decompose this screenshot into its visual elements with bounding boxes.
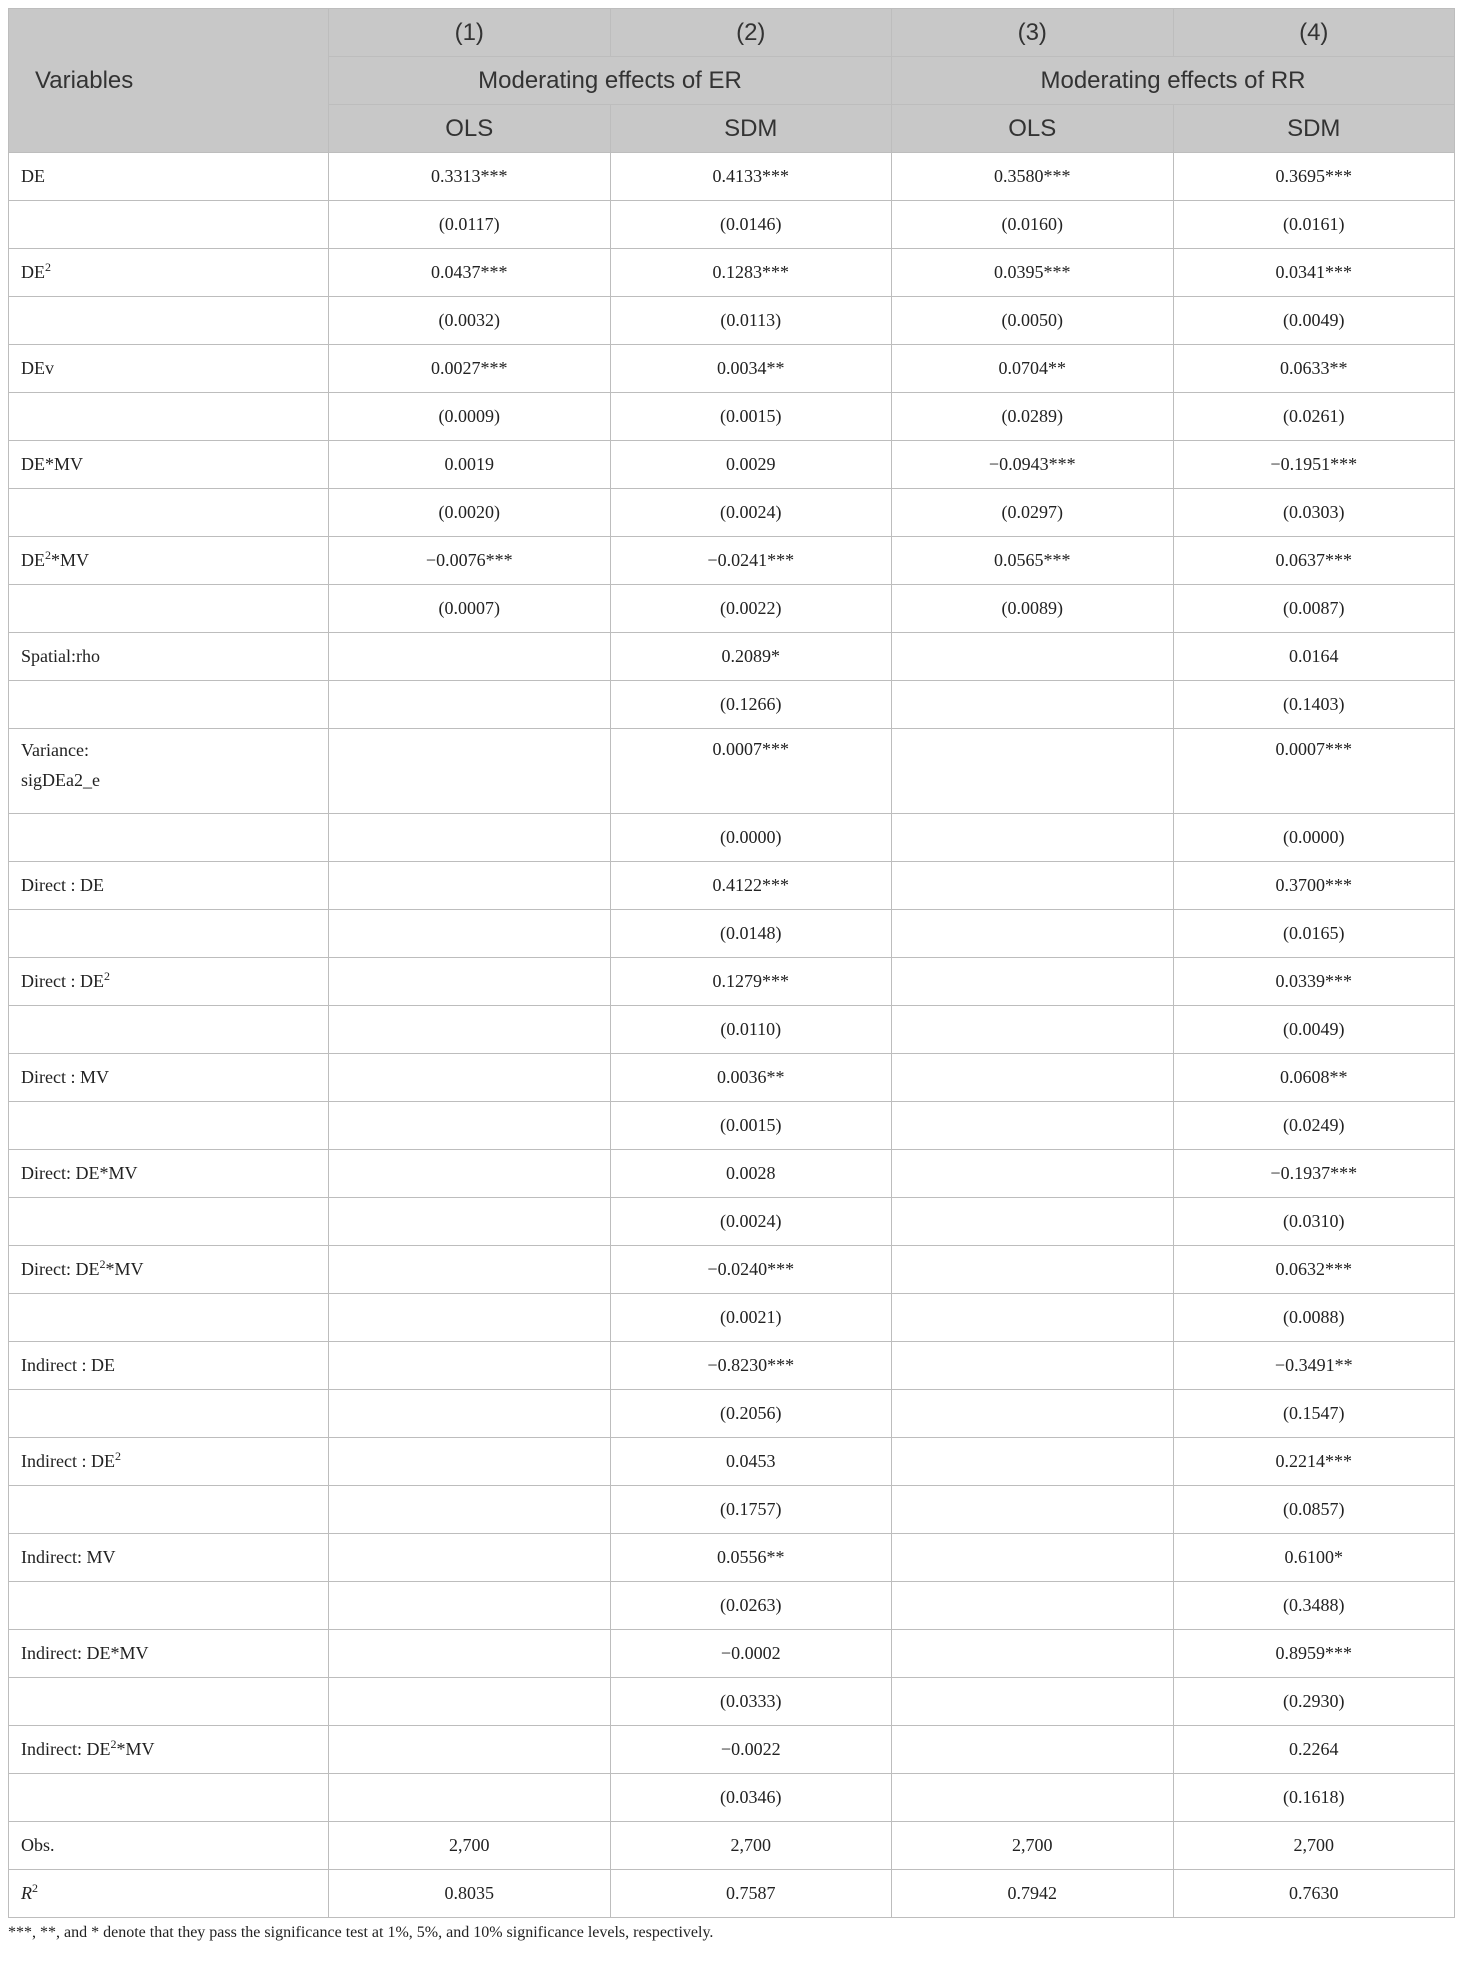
table-row (9, 249, 1455, 297)
cell-model-4: (0.0049) (1173, 297, 1455, 345)
cell-model-1: 0.0437*** (329, 249, 611, 297)
significance-note: ***, **, and * denote that they pass the significance test at 1%, 5%, and 10% significance levels, respectively. (8, 1924, 714, 1941)
row-label (9, 1102, 329, 1150)
cell-model-1 (329, 910, 611, 958)
cell-model-4: (0.0303) (1173, 489, 1455, 537)
cell-model-2: −0.0002 (610, 1630, 892, 1678)
column-number-3: (3) (892, 9, 1174, 57)
regression-results-table (8, 8, 1455, 1918)
row-label-text: Indirect: MV (21, 1547, 116, 1567)
row-label-suffix: *MV (116, 1739, 155, 1759)
cell-model-4: 0.3700*** (1173, 862, 1455, 910)
cell-model-2: (0.0024) (610, 1198, 892, 1246)
cell-model-1 (329, 633, 611, 681)
row-label-line2: sigDEa2_e (21, 770, 100, 790)
cell-model-1 (329, 729, 611, 814)
cell-model-2: (0.0263) (610, 1582, 892, 1630)
cell-model-4: (0.0249) (1173, 1102, 1455, 1150)
cell-model-1 (329, 1438, 611, 1486)
table-row (9, 1630, 1455, 1678)
row-label-text: Indirect : DE (21, 1355, 115, 1375)
table-row (9, 681, 1455, 729)
row-label (9, 1630, 329, 1678)
cell-model-3 (892, 1726, 1174, 1774)
row-label (9, 958, 329, 1006)
cell-model-4: (0.0310) (1173, 1198, 1455, 1246)
cell-model-4: (0.1618) (1173, 1774, 1455, 1822)
cell-model-4: 0.0339*** (1173, 958, 1455, 1006)
row-label-text: DE (21, 550, 45, 570)
table-row (9, 345, 1455, 393)
cell-model-1 (329, 1054, 611, 1102)
row-label (9, 1198, 329, 1246)
cell-model-1 (329, 681, 611, 729)
row-label (9, 1822, 329, 1870)
cell-model-4: 0.2214*** (1173, 1438, 1455, 1486)
cell-model-3 (892, 1678, 1174, 1726)
table-header (9, 9, 1455, 153)
table-row (9, 1822, 1455, 1870)
cell-model-1 (329, 1342, 611, 1390)
cell-model-4: 0.2264 (1173, 1726, 1455, 1774)
cell-model-4: 0.0341*** (1173, 249, 1455, 297)
table-row (9, 958, 1455, 1006)
row-label-text: Spatial:rho (21, 646, 100, 666)
row-label (9, 1534, 329, 1582)
cell-model-3: (0.0160) (892, 201, 1174, 249)
cell-model-2: (0.0333) (610, 1678, 892, 1726)
cell-model-4: 0.6100* (1173, 1534, 1455, 1582)
table-row (9, 585, 1455, 633)
cell-model-2: (0.0024) (610, 489, 892, 537)
row-label (9, 537, 329, 585)
cell-model-2: (0.0346) (610, 1774, 892, 1822)
cell-model-3 (892, 1150, 1174, 1198)
method-header-2: SDM (610, 105, 892, 153)
cell-model-2: −0.0022 (610, 1726, 892, 1774)
row-label-suffix: *MV (51, 550, 90, 570)
cell-model-2: 0.0029 (610, 441, 892, 489)
row-label (9, 1582, 329, 1630)
method-header-1: OLS (329, 105, 611, 153)
row-label-text: Indirect : DE (21, 1451, 115, 1471)
cell-model-4: (0.2930) (1173, 1678, 1455, 1726)
cell-model-3 (892, 729, 1174, 814)
cell-model-3: (0.0050) (892, 297, 1174, 345)
cell-model-1 (329, 1294, 611, 1342)
cell-model-1 (329, 814, 611, 862)
cell-model-1 (329, 1006, 611, 1054)
cell-model-3 (892, 814, 1174, 862)
cell-model-4: −0.3491** (1173, 1342, 1455, 1390)
table-row (9, 1582, 1455, 1630)
table-row (9, 862, 1455, 910)
cell-model-4: −0.1937*** (1173, 1150, 1455, 1198)
row-label (9, 1150, 329, 1198)
row-label-text: Direct: DE (21, 1259, 100, 1279)
table-row (9, 1150, 1455, 1198)
cell-model-3: (0.0089) (892, 585, 1174, 633)
cell-model-4: (0.1403) (1173, 681, 1455, 729)
cell-model-3: 2,700 (892, 1822, 1174, 1870)
cell-model-2: 0.7587 (610, 1870, 892, 1918)
row-label (9, 489, 329, 537)
row-label (9, 441, 329, 489)
row-label (9, 1774, 329, 1822)
cell-model-1 (329, 1198, 611, 1246)
table-row (9, 1870, 1455, 1918)
method-header-4: SDM (1173, 105, 1455, 153)
row-label (9, 1390, 329, 1438)
cell-model-4: 0.3695*** (1173, 153, 1455, 201)
row-label-text: DEv (21, 358, 54, 378)
row-label-text: DE (21, 166, 45, 186)
cell-model-4: (0.0088) (1173, 1294, 1455, 1342)
cell-model-1 (329, 1678, 611, 1726)
cell-model-4: (0.3488) (1173, 1582, 1455, 1630)
row-label (9, 393, 329, 441)
cell-model-2: (0.0000) (610, 814, 892, 862)
row-label-superscript: 2 (114, 1449, 121, 1463)
cell-model-3 (892, 1534, 1174, 1582)
cell-model-3: 0.3580*** (892, 153, 1174, 201)
cell-model-1: (0.0020) (329, 489, 611, 537)
table-row (9, 1294, 1455, 1342)
cell-model-3 (892, 1438, 1174, 1486)
cell-model-2: (0.2056) (610, 1390, 892, 1438)
header-row-column-numbers (9, 9, 1455, 57)
cell-model-2: (0.0148) (610, 910, 892, 958)
cell-model-4: 0.8959*** (1173, 1630, 1455, 1678)
cell-model-2: 0.4133*** (610, 153, 892, 201)
cell-model-4: 0.0637*** (1173, 537, 1455, 585)
cell-model-1: 2,700 (329, 1822, 611, 1870)
table-row (9, 1390, 1455, 1438)
cell-model-3 (892, 1294, 1174, 1342)
table-row (9, 1198, 1455, 1246)
table-row (9, 1774, 1455, 1822)
cell-model-1: 0.3313*** (329, 153, 611, 201)
table-row (9, 1102, 1455, 1150)
row-label (9, 1726, 329, 1774)
table-row (9, 1534, 1455, 1582)
row-label (9, 345, 329, 393)
cell-model-2: (0.0021) (610, 1294, 892, 1342)
row-label (9, 814, 329, 862)
cell-model-1 (329, 1726, 611, 1774)
row-label (9, 729, 329, 814)
cell-model-3 (892, 1774, 1174, 1822)
cell-model-3 (892, 1486, 1174, 1534)
cell-model-3: 0.0395*** (892, 249, 1174, 297)
cell-model-3 (892, 1054, 1174, 1102)
row-label-text: DE*MV (21, 454, 83, 474)
cell-model-1 (329, 1246, 611, 1294)
table-row (9, 814, 1455, 862)
cell-model-3 (892, 862, 1174, 910)
cell-model-3: 0.0565*** (892, 537, 1174, 585)
cell-model-3 (892, 681, 1174, 729)
cell-model-2: 0.0556** (610, 1534, 892, 1582)
row-label (9, 1870, 329, 1918)
table-row (9, 1486, 1455, 1534)
row-label (9, 1438, 329, 1486)
cell-model-2: 2,700 (610, 1822, 892, 1870)
cell-model-3 (892, 1342, 1174, 1390)
cell-model-3 (892, 1102, 1174, 1150)
row-label-text: Variance: (21, 740, 89, 760)
cell-model-1: 0.8035 (329, 1870, 611, 1918)
cell-model-3 (892, 958, 1174, 1006)
row-label (9, 1006, 329, 1054)
cell-model-4: 0.0007*** (1173, 729, 1455, 814)
row-label-text: Indirect: DE*MV (21, 1643, 149, 1663)
cell-model-4: (0.0049) (1173, 1006, 1455, 1054)
method-header-3: OLS (892, 105, 1174, 153)
cell-model-3 (892, 1006, 1174, 1054)
table-row (9, 1678, 1455, 1726)
cell-model-2: 0.4122*** (610, 862, 892, 910)
table-row (9, 537, 1455, 585)
cell-model-2: (0.0015) (610, 393, 892, 441)
cell-model-2: 0.2089* (610, 633, 892, 681)
row-label (9, 297, 329, 345)
row-label (9, 862, 329, 910)
cell-model-1 (329, 1534, 611, 1582)
cell-model-2: (0.0015) (610, 1102, 892, 1150)
cell-model-1 (329, 862, 611, 910)
cell-model-1: −0.0076*** (329, 537, 611, 585)
row-label (9, 910, 329, 958)
cell-model-4: (0.0000) (1173, 814, 1455, 862)
table-row (9, 910, 1455, 958)
cell-model-4: 0.7630 (1173, 1870, 1455, 1918)
cell-model-1: (0.0117) (329, 201, 611, 249)
group-header-er: Moderating effects of ER (329, 57, 892, 105)
row-label-superscript: 2 (110, 1737, 117, 1751)
row-label (9, 681, 329, 729)
column-number-4: (4) (1173, 9, 1455, 57)
cell-model-4: (0.1547) (1173, 1390, 1455, 1438)
row-label (9, 1246, 329, 1294)
cell-model-2: −0.0240*** (610, 1246, 892, 1294)
table-row (9, 633, 1455, 681)
row-label (9, 1054, 329, 1102)
cell-model-2: −0.8230*** (610, 1342, 892, 1390)
table-row (9, 441, 1455, 489)
cell-model-3: (0.0289) (892, 393, 1174, 441)
cell-model-3: (0.0297) (892, 489, 1174, 537)
row-label (9, 1678, 329, 1726)
cell-model-4: (0.0857) (1173, 1486, 1455, 1534)
row-label-text: R (21, 1883, 32, 1903)
cell-model-1 (329, 958, 611, 1006)
table-body (9, 153, 1455, 1918)
cell-model-3 (892, 910, 1174, 958)
row-label-text: DE (21, 262, 45, 282)
cell-model-2: (0.0113) (610, 297, 892, 345)
row-label-suffix: *MV (105, 1259, 144, 1279)
row-label (9, 249, 329, 297)
cell-model-2: −0.0241*** (610, 537, 892, 585)
cell-model-4: 0.0608** (1173, 1054, 1455, 1102)
row-label (9, 633, 329, 681)
table-row (9, 1726, 1455, 1774)
cell-model-4: (0.0165) (1173, 910, 1455, 958)
cell-model-1 (329, 1150, 611, 1198)
cell-model-2: 0.0036** (610, 1054, 892, 1102)
cell-model-4: (0.0261) (1173, 393, 1455, 441)
row-label (9, 153, 329, 201)
cell-model-4: 0.0632*** (1173, 1246, 1455, 1294)
row-label-superscript: 2 (32, 1881, 38, 1895)
table-row (9, 1438, 1455, 1486)
cell-model-1 (329, 1102, 611, 1150)
cell-model-4: −0.1951*** (1173, 441, 1455, 489)
cell-model-4: 0.0633** (1173, 345, 1455, 393)
cell-model-1 (329, 1774, 611, 1822)
cell-model-4: 0.0164 (1173, 633, 1455, 681)
group-header-rr: Moderating effects of RR (892, 57, 1455, 105)
row-label (9, 585, 329, 633)
row-label-superscript: 2 (45, 548, 51, 562)
variables-header: Variables (9, 9, 329, 153)
results-table-container (8, 8, 1454, 1942)
cell-model-1: (0.0009) (329, 393, 611, 441)
table-row (9, 393, 1455, 441)
cell-model-1 (329, 1486, 611, 1534)
cell-model-2: (0.1266) (610, 681, 892, 729)
row-label (9, 1486, 329, 1534)
row-label (9, 1342, 329, 1390)
cell-model-3: 0.0704** (892, 345, 1174, 393)
cell-model-3 (892, 1246, 1174, 1294)
column-number-1: (1) (329, 9, 611, 57)
cell-model-2: (0.0110) (610, 1006, 892, 1054)
row-label-text: Direct : DE (21, 971, 104, 991)
row-label (9, 201, 329, 249)
row-label-text: Indirect: DE (21, 1739, 111, 1759)
row-label (9, 1294, 329, 1342)
table-row (9, 1342, 1455, 1390)
table-row (9, 153, 1455, 201)
cell-model-1: (0.0007) (329, 585, 611, 633)
column-number-2: (2) (610, 9, 892, 57)
cell-model-3 (892, 633, 1174, 681)
row-label-superscript: 2 (103, 969, 110, 983)
cell-model-3: −0.0943*** (892, 441, 1174, 489)
cell-model-3 (892, 1390, 1174, 1438)
cell-model-1: 0.0027*** (329, 345, 611, 393)
cell-model-2: (0.0146) (610, 201, 892, 249)
table-row (9, 201, 1455, 249)
cell-model-1: 0.0019 (329, 441, 611, 489)
table-row (9, 1246, 1455, 1294)
row-label-text: Direct : MV (21, 1067, 109, 1087)
row-label-text: Obs. (21, 1835, 55, 1855)
row-label-superscript: 2 (99, 1257, 106, 1271)
row-label-text: Direct: DE*MV (21, 1163, 138, 1183)
cell-model-3: 0.7942 (892, 1870, 1174, 1918)
table-row (9, 489, 1455, 537)
cell-model-2: 0.0028 (610, 1150, 892, 1198)
cell-model-4: (0.0161) (1173, 201, 1455, 249)
row-label-superscript: 2 (45, 260, 51, 274)
cell-model-1 (329, 1630, 611, 1678)
table-row (9, 1054, 1455, 1102)
cell-model-2: (0.1757) (610, 1486, 892, 1534)
cell-model-2: 0.1279*** (610, 958, 892, 1006)
cell-model-2: 0.0007*** (610, 729, 892, 814)
cell-model-4: 2,700 (1173, 1822, 1455, 1870)
row-label-text: Direct : DE (21, 875, 104, 895)
cell-model-1: (0.0032) (329, 297, 611, 345)
cell-model-4: (0.0087) (1173, 585, 1455, 633)
cell-model-2: (0.0022) (610, 585, 892, 633)
table-row (9, 297, 1455, 345)
cell-model-2: 0.1283*** (610, 249, 892, 297)
cell-model-1 (329, 1582, 611, 1630)
table-row (9, 1006, 1455, 1054)
table-row (9, 729, 1455, 814)
cell-model-3 (892, 1582, 1174, 1630)
cell-model-1 (329, 1390, 611, 1438)
cell-model-2: 0.0453 (610, 1438, 892, 1486)
cell-model-3 (892, 1198, 1174, 1246)
cell-model-3 (892, 1630, 1174, 1678)
cell-model-2: 0.0034** (610, 345, 892, 393)
